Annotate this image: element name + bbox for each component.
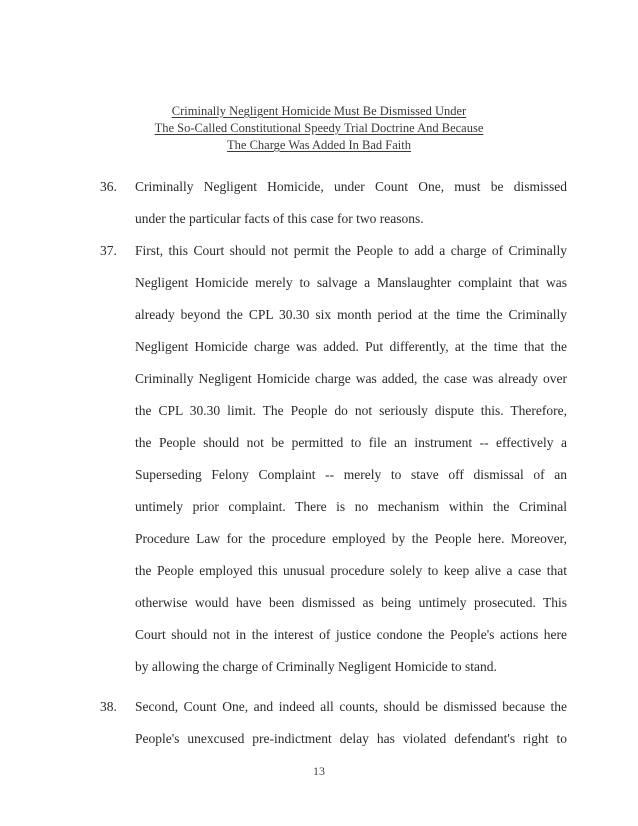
paragraph-line: People's unexcused pre-indictment delay has violated defendant's right to [135,731,567,746]
paragraph-line: Court should not in the interest of justice condone the People's actions here [135,627,567,642]
paragraph-number: 37. [100,243,117,258]
page-number: 13 [313,764,325,778]
paragraph-line: Superseding Felony Complaint -- merely to stave off dismissal of an [135,467,567,482]
heading-line-1: Criminally Negligent Homicide Must Be Dismissed Under [171,104,467,118]
section-heading [100,103,538,154]
paragraph-line: Criminally Negligent Homicide charge was added, the case was already over [135,371,567,386]
paragraph-line: otherwise would have been dismissed as being untimely prosecuted. This [135,595,567,610]
paragraph-line: Criminally Negligent Homicide, under Count One, must be dismissed [135,179,567,194]
paragraph-line: the People employed this unusual procedure solely to keep alive a case that [135,563,567,578]
paragraph-line: Negligent Homicide merely to salvage a Manslaughter complaint that was [135,275,567,290]
paragraph-number: 38. [100,699,117,714]
paragraph-number: 36. [100,179,117,194]
paragraph-line: the CPL 30.30 limit. The People do not seriously dispute this. Therefore, [135,403,567,418]
paragraph-line: Negligent Homicide charge was added. Put differently, at the time that the [135,339,567,354]
paragraph-line: Second, Count One, and indeed all counts, should be dismissed because the [135,699,567,714]
paragraph-line: the People should not be permitted to file an instrument -- effectively a [135,435,567,450]
paragraph-line: First, this Court should not permit the People to add a charge of Criminally [135,243,567,258]
heading-line-3: The Charge Was Added In Bad Faith [227,138,411,152]
heading-line-2: The So-Called Constitutional Speedy Trial Doctrine And Because [154,121,484,135]
paragraph-line: by allowing the charge of Criminally Negligent Homicide to stand. [135,659,497,674]
paragraph-line: already beyond the CPL 30.30 six month period at the time the Criminally [135,307,567,322]
paragraph-line: untimely prior complaint. There is no mechanism within the Criminal [135,499,567,514]
paragraph-line: under the particular facts of this case for two reasons. [135,211,424,226]
paragraph-line: Procedure Law for the procedure employed by the People here. Moreover, [135,531,567,546]
